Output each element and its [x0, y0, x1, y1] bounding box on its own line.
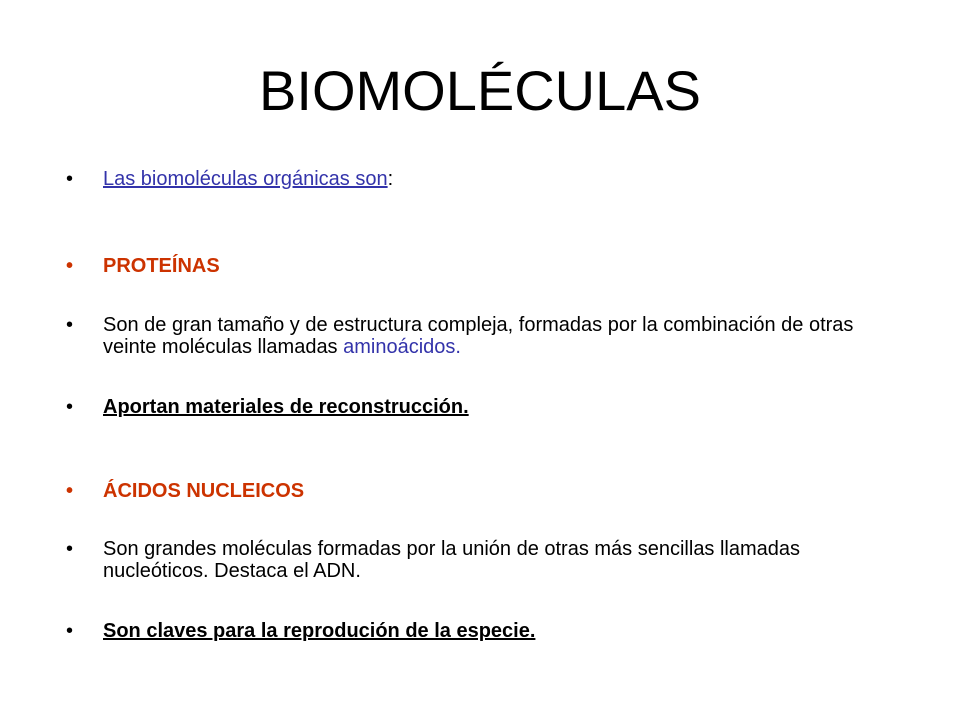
bullet-nucleic-heading [66, 480, 886, 502]
bullet-intro [66, 168, 886, 190]
nucleic-description: Son grandes moléculas formadas por la unión de otras más sencillas llamadas nucleóticos. Destaca el ADN. [103, 538, 801, 582]
bullet-dot: • [66, 396, 74, 418]
intro-suffix: : [387, 168, 394, 190]
proteins-summary: Aportan materiales de reconstrucción. [103, 396, 469, 418]
nucleic-heading: ÁCIDOS NUCLEICOS [103, 480, 305, 502]
bullet-nucleic-description [66, 538, 886, 582]
slide-title: BIOMOLÉCULAS [259, 59, 701, 122]
proteins-description: Son de gran tamaño y de estructura compleja, formadas por la combinación de otras veinte moléculas llamadas [103, 314, 854, 358]
bullet-dot: • [66, 620, 74, 642]
bullet-dot: • [66, 480, 74, 502]
bullet-proteins-heading [66, 255, 886, 277]
intro-link[interactable]: Las biomoléculas orgánicas son [103, 168, 388, 190]
bullet-dot: • [66, 255, 74, 277]
bullet-dot: • [66, 538, 74, 560]
bullet-nucleic-summary [66, 620, 886, 642]
proteins-heading: PROTEÍNAS [103, 255, 220, 277]
proteins-highlight: aminoácidos. [343, 336, 461, 358]
bullet-proteins-summary [66, 396, 886, 418]
bullet-dot: • [66, 314, 74, 336]
nucleic-summary: Son claves para la reprodución de la especie. [103, 620, 536, 642]
bullet-proteins-description [66, 314, 886, 358]
bullet-dot: • [66, 168, 74, 190]
